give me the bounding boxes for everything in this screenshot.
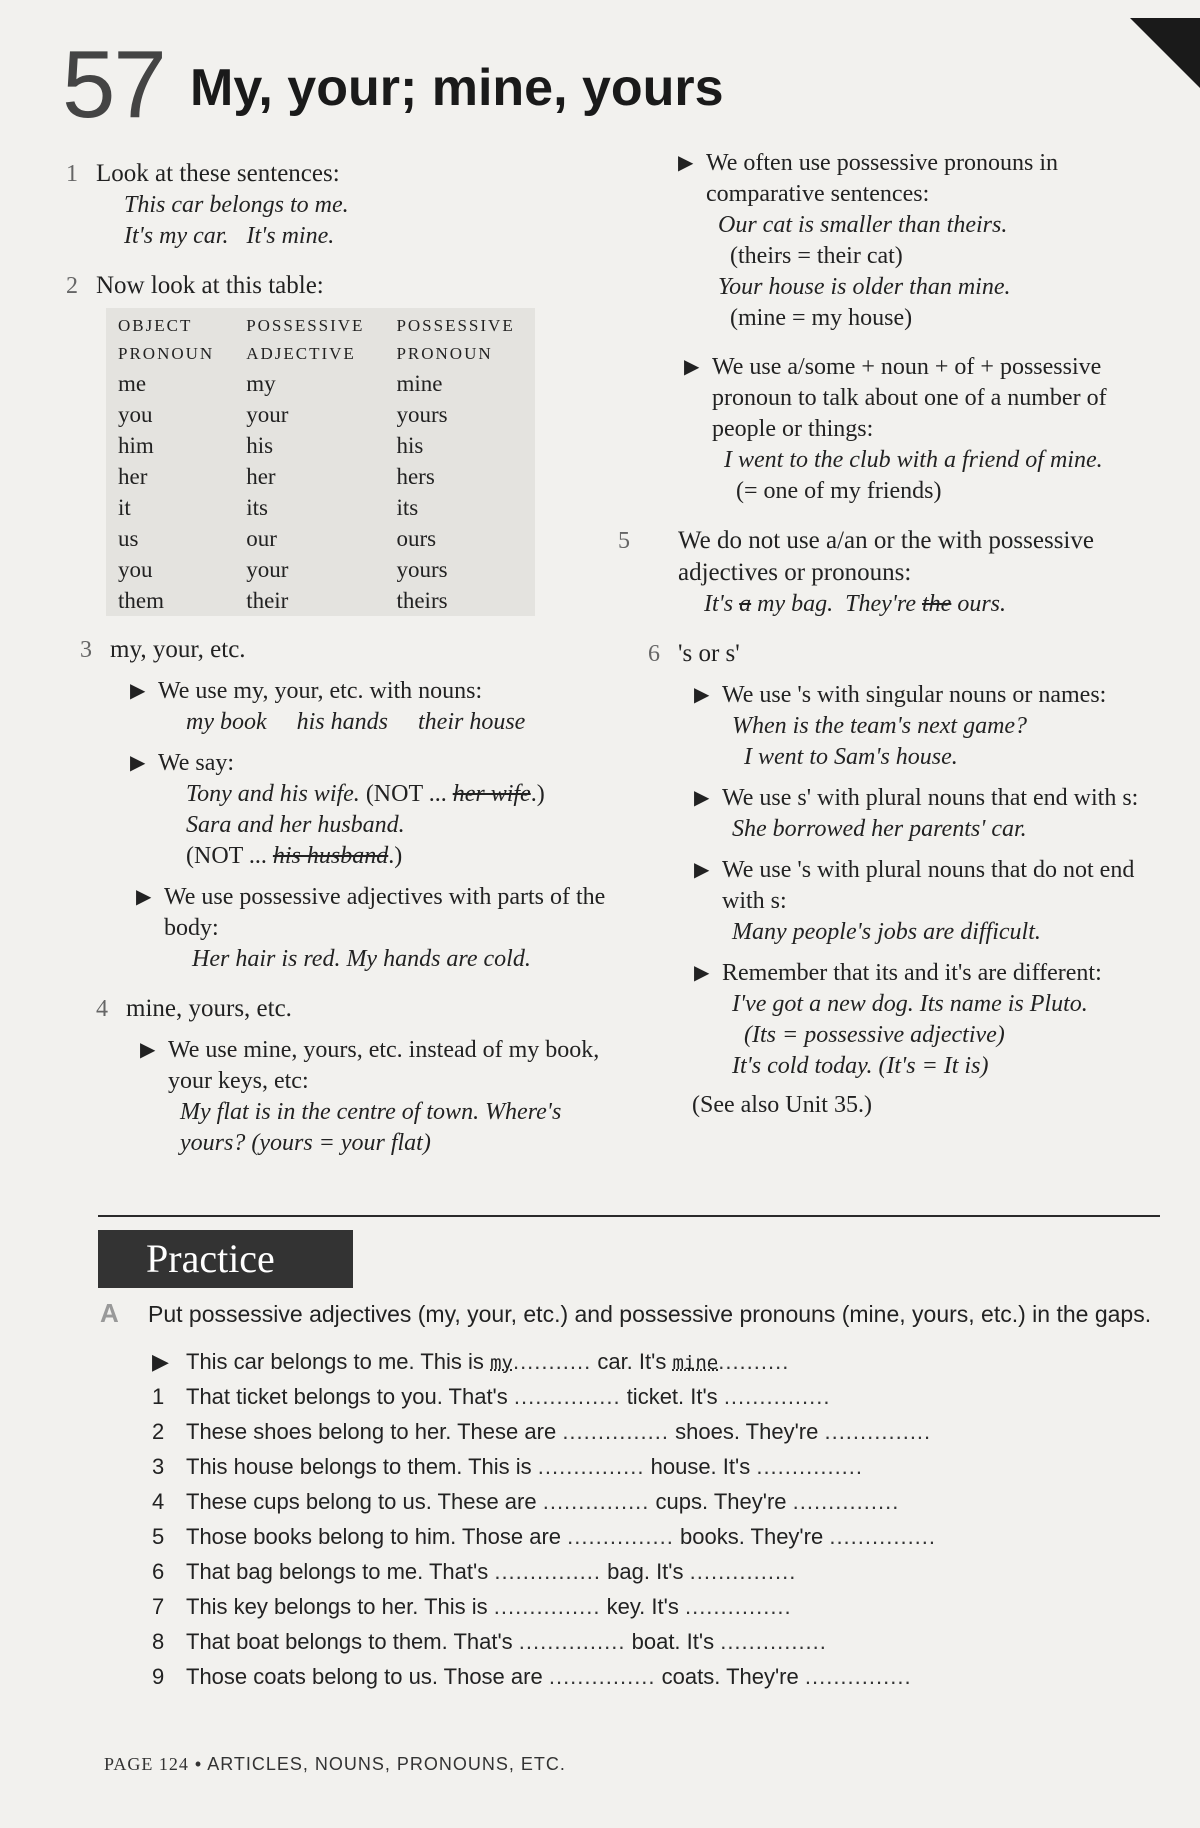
exercise-items: [100, 1344, 1160, 1694]
arrow-icon: ▶: [678, 152, 694, 174]
table-row: you your yours: [118, 402, 448, 427]
rule-bullet: ▶ We use mine, yours, etc. instead of my book, your keys, etc: My flat is in the centre of town. Where's yours? (yours = your flat): [140, 1035, 606, 1159]
exercise-instructions: Put possessive adjectives (my, your, etc.) and possessive pronouns (mine, yours, etc.) in the gaps.: [148, 1301, 1152, 1327]
page-corner: [1130, 18, 1200, 88]
example: Sara and her husband. (NOT ... his husband.): [186, 812, 405, 869]
answer-gap[interactable]: ...............: [689, 1559, 797, 1584]
example: My flat is in the centre of town. Where's yours? (yours = your flat): [180, 1099, 562, 1156]
answer-gap[interactable]: ...............: [494, 1559, 602, 1584]
rule-bullet: ▶ We use possessive adjectives with parts of the body: Her hair is red. My hands are cold.: [136, 882, 606, 975]
answer-gap[interactable]: ...............: [756, 1454, 864, 1479]
rule-bullet: ▶ We use s' with plural nouns that end with s: She borrowed her parents' car.: [694, 785, 1139, 842]
rule-bullet: ▶ We often use possessive pronouns in comparative sentences: Our cat is smaller than theirs. (theirs = their cat) Your house is older than mine. (mine = my house): [678, 150, 1059, 331]
see-also: (See also Unit 35.): [692, 1092, 872, 1118]
left-column: [66, 158, 606, 1177]
exercise-a: [100, 1298, 1160, 1694]
section-heading: Look at these sentences:: [96, 160, 340, 187]
example: It's my car. It's mine.: [124, 223, 335, 249]
example: This car belongs to me.: [124, 192, 349, 218]
section-heading: my, your, etc.: [110, 636, 246, 663]
answer-gap[interactable]: ...............: [723, 1384, 831, 1409]
list-item: 6 That bag belongs to me. That's ............... bag. It's ...............: [152, 1559, 797, 1584]
right-column: [618, 148, 1158, 1139]
arrow-icon: ▶: [136, 886, 152, 908]
rule-bullet: ▶ We use a/some + noun + of + possessive pronoun to talk about one of a number of people or things: I went to the club with a friend of mine. (= one of my friends): [684, 354, 1107, 504]
answer-gap[interactable]: ...............: [548, 1664, 656, 1689]
rule-bullet: ▶ Remember that its and it's are different: I've got a new dog. Its name is Pluto. (Its = possessive adjective) It's cold today. (It's = It is): [694, 960, 1102, 1079]
table-header-row: [106, 308, 535, 368]
section-number: 2: [66, 273, 78, 299]
section-6: [648, 638, 1158, 1121]
column-header: POSSESSIVE ADJECTIVE: [246, 316, 365, 363]
section-heading: Now look at this table:: [96, 272, 324, 299]
answer-gap[interactable]: ...............: [567, 1524, 674, 1549]
answer-gap[interactable]: ...............: [684, 1594, 792, 1619]
unit-number: 57: [62, 31, 165, 138]
rule-bullet: ▶ We say: Tony and his wife. (NOT ... her wife.) Sara and her husband. (NOT ... his husband.): [130, 748, 606, 872]
answer-gap[interactable]: ...............: [562, 1419, 669, 1444]
answer-gap[interactable]: ...............: [792, 1489, 900, 1514]
arrow-icon: ▶: [694, 962, 710, 984]
rule-bullet: ▶ We use 's with plural nouns that do not end with s: Many people's jobs are difficult.: [694, 857, 1135, 945]
section-number: 1: [66, 161, 78, 187]
arrow-icon: ▶: [130, 680, 146, 702]
answer-gap[interactable]: ...............: [829, 1524, 937, 1549]
arrow-icon: ▶: [694, 787, 710, 809]
practice-divider: [98, 1215, 1160, 1217]
section-number: 5: [618, 528, 630, 554]
table-row: it its its: [118, 495, 419, 520]
answer-gap[interactable]: ...............: [824, 1419, 932, 1444]
example: Tony and his wife. (NOT ... her wife.): [186, 781, 545, 807]
table-row: us our ours: [118, 526, 437, 551]
example-answer: my: [490, 1352, 513, 1374]
pronoun-table: [106, 308, 535, 616]
example: my book his hands their house: [186, 709, 526, 735]
answer-gap[interactable]: ...............: [537, 1454, 645, 1479]
table-row: them their theirs: [118, 588, 448, 613]
section-heading: mine, yours, etc.: [126, 995, 292, 1022]
list-item: 1 That ticket belongs to you. That's ............... ticket. It's ...............: [152, 1384, 831, 1409]
section-number: 4: [96, 996, 108, 1022]
example-answer: mine: [672, 1352, 719, 1374]
arrow-icon: ▶: [694, 684, 710, 706]
rule-bullet: ▶ We use my, your, etc. with nouns: my book his hands their house: [130, 676, 606, 738]
table-row: me my mine: [118, 371, 443, 396]
section-number: 6: [648, 641, 660, 667]
page-footer: [104, 1754, 566, 1775]
list-item: 8 That boat belongs to them. That's ............... boat. It's ...............: [152, 1629, 827, 1654]
answer-gap[interactable]: ...............: [518, 1629, 626, 1654]
answer-gap[interactable]: ...............: [720, 1629, 827, 1654]
column-header: POSSESSIVE PRONOUN: [396, 316, 515, 363]
list-item: 5 Those books belong to him. Those are ............... books. They're ...............: [152, 1524, 937, 1549]
answer-gap[interactable]: ...............: [804, 1664, 912, 1689]
footer-section: ARTICLES, NOUNS, PRONOUNS, ETC.: [207, 1754, 566, 1774]
answer-gap[interactable]: ...............: [542, 1489, 650, 1514]
section-1: [66, 158, 606, 252]
unit-title: My, your; mine, yours: [190, 59, 724, 117]
practice-label: Practice: [98, 1230, 353, 1288]
list-item: 2 These shoes belong to her. These are ............... shoes. They're ...............: [152, 1419, 932, 1444]
column-header: OBJECT PRONOUN: [118, 316, 215, 363]
example: It's a my bag. They're the ours.: [704, 591, 1007, 617]
section-2: [66, 270, 606, 616]
section-3: [66, 634, 606, 975]
list-item: 4 These cups belong to us. These are ............... cups. They're ...............: [152, 1489, 900, 1514]
table-row: him his his: [118, 433, 424, 458]
section-heading: 's or s': [678, 640, 740, 667]
answer-gap[interactable]: ...............: [513, 1384, 621, 1409]
example-item: ▶ This car belongs to me. This is my........... car. It's mine..........: [152, 1344, 1160, 1379]
section-number: 3: [80, 637, 92, 663]
list-item: 9 Those coats belong to us. Those are ............... coats. They're ...............: [152, 1664, 912, 1689]
table-row: you your yours: [118, 557, 448, 582]
list-item: 7 This key belongs to her. This is ............... key. It's ...............: [152, 1594, 792, 1619]
exercise-letter: A: [100, 1298, 119, 1328]
example: Her hair is red. My hands are cold.: [192, 946, 531, 972]
rule-bullet: ▶ We use 's with singular nouns or names: When is the team's next game? I went to Sam's house.: [694, 682, 1107, 770]
footer-separator: •: [194, 1754, 203, 1774]
answer-gap[interactable]: ...............: [493, 1594, 601, 1619]
table-row: her her hers: [118, 464, 435, 489]
arrow-icon: ▶: [684, 356, 700, 378]
list-item: 3 This house belongs to them. This is ............... house. It's ...............: [152, 1454, 864, 1479]
section-4: [66, 993, 606, 1159]
arrow-icon: ▶: [152, 1349, 169, 1374]
arrow-icon: ▶: [694, 859, 710, 881]
page-number: PAGE 124: [104, 1754, 189, 1774]
arrow-icon: ▶: [140, 1039, 156, 1061]
arrow-icon: ▶: [130, 752, 146, 774]
section-5: [618, 525, 1158, 620]
section-heading: We do not use a/an or the with possessive adjectives or pronouns:: [678, 527, 1094, 586]
